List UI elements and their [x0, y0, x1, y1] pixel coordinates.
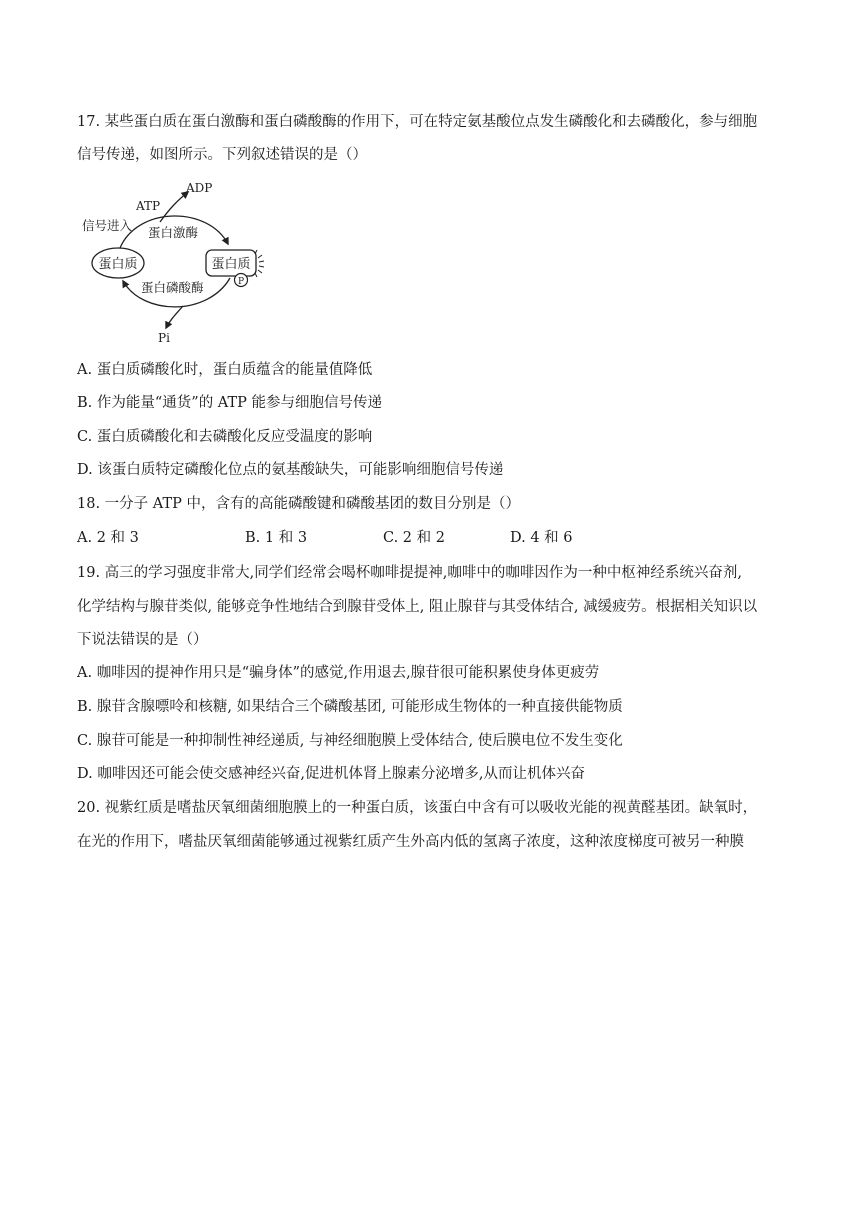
q18-option-a: A. 2 和 3: [77, 530, 139, 546]
q19-option-b: B. 腺苷含腺嘌呤和核糖, 如果结合三个磷酸基团, 可能形成生物体的一种直接供能物质: [77, 699, 623, 715]
signal-in-label: 信号进入: [82, 218, 133, 233]
phosphate-label: P: [237, 277, 245, 287]
q17-stem-line2: 信号传递，如图所示。下列叙述错误的是（）: [77, 147, 367, 163]
q19-option-c: C. 腺苷可能是一种抑制性神经递质, 与神经细胞膜上受体结合, 使后膜电位不发生变化: [77, 733, 623, 749]
q17-option-a: A. 蛋白质磷酸化时，蛋白质蕴含的能量值降低: [77, 362, 373, 378]
q19-stem-line3: 下说法错误的是（）: [77, 632, 208, 648]
q17-figure-phosphorylation-cycle: [78, 178, 278, 348]
q19-option-a: A. 咖啡因的提神作用只是“骗身体”的感觉,作用退去,腺苷很可能积累使身体更疲劳: [77, 665, 600, 681]
atp-label: ATP: [136, 199, 161, 213]
q17-option-d: D. 该蛋白质特定磷酸化位点的氨基酸缺失，可能影响细胞信号传递: [77, 462, 504, 478]
q17-stem-line1: 17. 某些蛋白质在蛋白激酶和蛋白磷酸酶的作用下，可在特定氨基酸位点发生磷酸化和去磷酸化，参与细胞: [77, 114, 758, 130]
q17-option-c: C. 蛋白质磷酸化和去磷酸化反应受温度的影响: [77, 429, 373, 445]
q19-stem-line1: 19. 高三的学习强度非常大,同学们经常会喝杯咖啡提提神,咖啡中的咖啡因作为一种中枢神经系统兴奋剂,: [77, 565, 742, 581]
phosphatase-label: 蛋白磷酸酶: [141, 280, 204, 295]
kinase-label: 蛋白激酶: [148, 225, 199, 240]
q19-option-d: D. 咖啡因还可能会使交感神经兴奋,促进机体肾上腺素分泌增多,从而让机体兴奋: [77, 766, 586, 782]
q18-option-d: D. 4 和 6: [510, 530, 573, 546]
protein-right-label: 蛋白质: [211, 257, 251, 272]
q18-options-row: [77, 528, 797, 548]
atp-adp-arrow: [160, 192, 188, 222]
adp-label: ADP: [186, 181, 213, 195]
pi-label: Pi: [158, 331, 170, 345]
q18-option-b: B. 1 和 3: [245, 530, 308, 546]
protein-left-label: 蛋白质: [98, 257, 138, 272]
q20-stem-line1: 20. 视紫红质是嗜盐厌氧细菌细胞膜上的一种蛋白质，该蛋白中含有可以吸收光能的视黄醛基团。缺氧时，: [77, 800, 758, 816]
pi-arrow: [166, 306, 183, 328]
q19-stem-line2: 化学结构与腺苷类似, 能够竞争性地结合到腺苷受体上, 阻止腺苷与其受体结合, 减缓疲劳。根据相关知识以: [77, 599, 758, 615]
q18-option-c: C. 2 和 2: [383, 530, 445, 546]
q20-stem-line2: 在光的作用下，嗜盐厌氧细菌能够通过视紫红质产生外高内低的氢离子浓度，这种浓度梯度可被另一种膜: [77, 834, 744, 850]
q18-stem: 18. 一分子 ATP 中，含有的高能磷酸键和磷酸基团的数目分别是（）: [77, 496, 520, 512]
q17-option-b: B. 作为能量“通货”的 ATP 能参与细胞信号传递: [77, 395, 383, 411]
